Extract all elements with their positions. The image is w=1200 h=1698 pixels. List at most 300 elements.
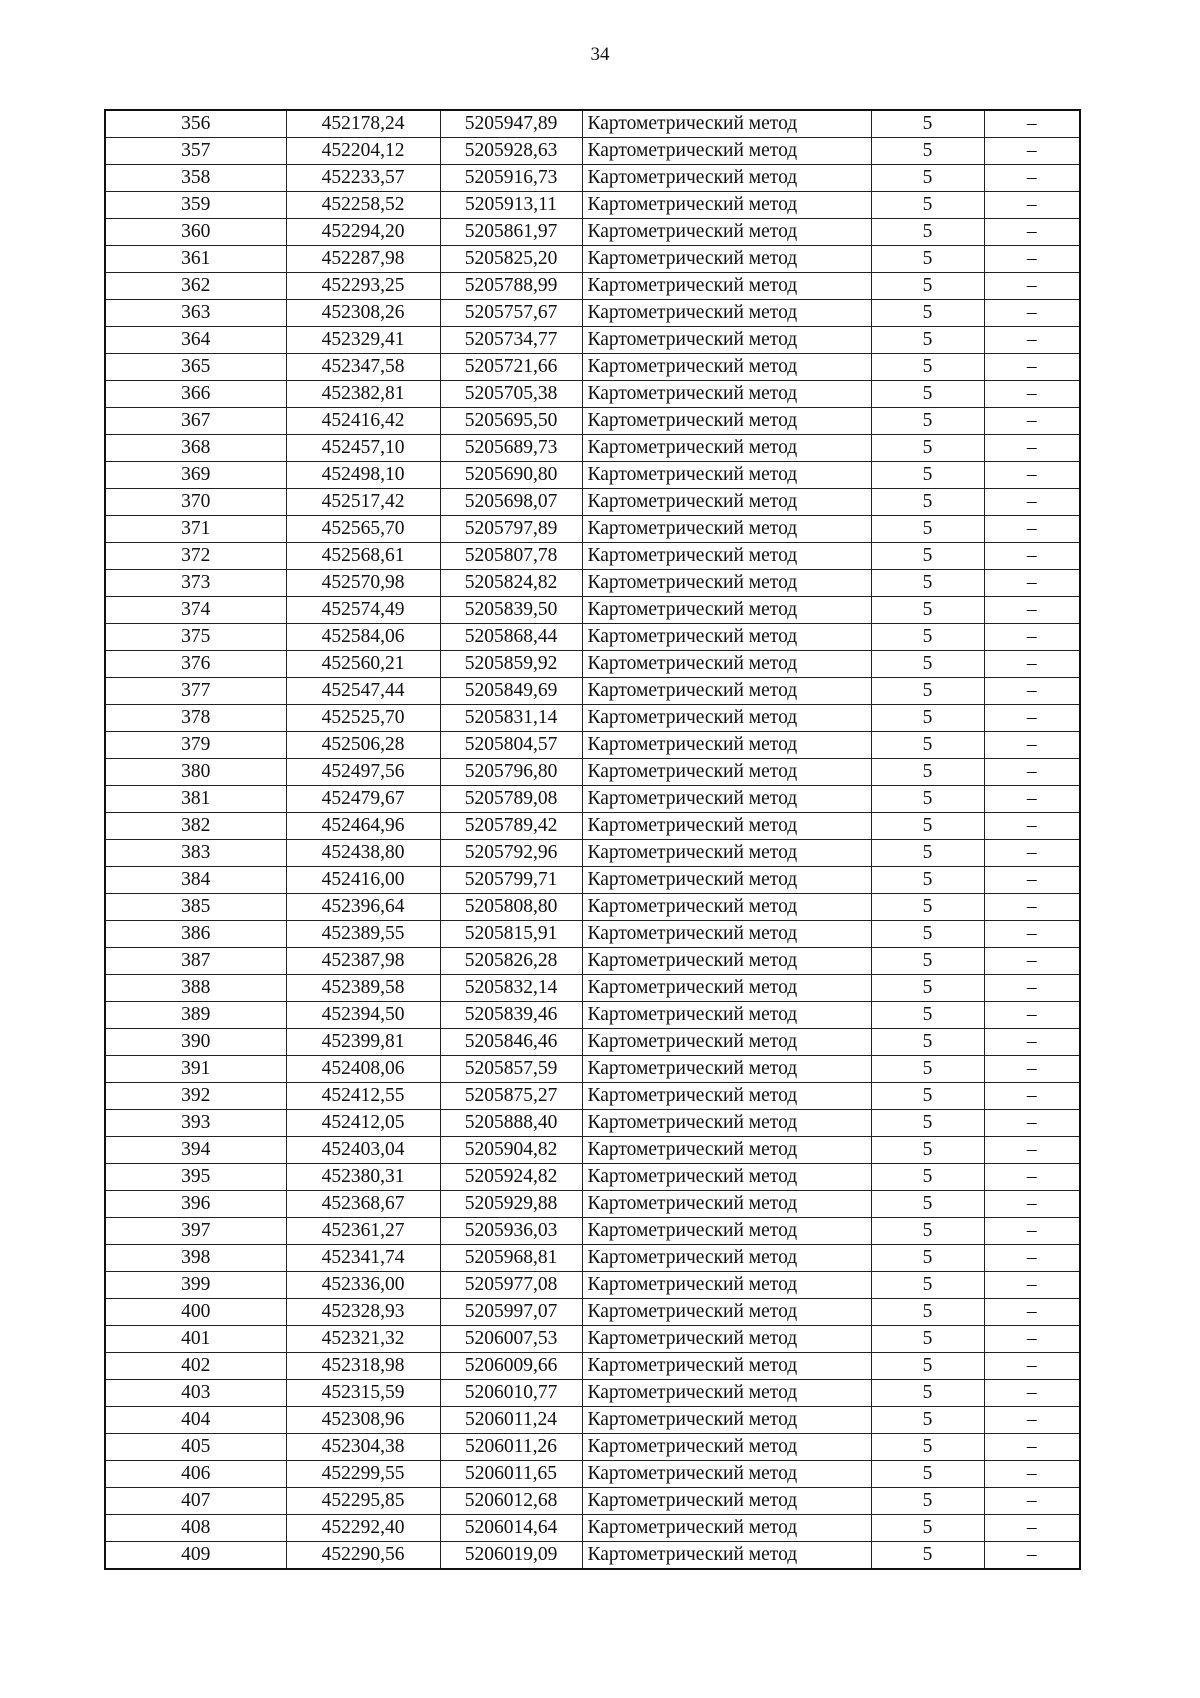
description-cell: – bbox=[984, 543, 1080, 570]
precision-cell: 5 bbox=[871, 1326, 984, 1353]
y-coordinate-cell: 5205796,80 bbox=[440, 759, 582, 786]
description-cell: – bbox=[984, 570, 1080, 597]
table-row bbox=[105, 273, 1080, 300]
point-number-cell: 371 bbox=[105, 516, 286, 543]
method-cell: Картометрический метод bbox=[582, 1164, 871, 1191]
description-cell: – bbox=[984, 219, 1080, 246]
x-coordinate-cell: 452361,27 bbox=[286, 1218, 440, 1245]
description-cell: – bbox=[984, 894, 1080, 921]
description-cell: – bbox=[984, 678, 1080, 705]
y-coordinate-cell: 5206011,24 bbox=[440, 1407, 582, 1434]
precision-cell: 5 bbox=[871, 1218, 984, 1245]
y-coordinate-cell: 5205859,92 bbox=[440, 651, 582, 678]
description-cell: – bbox=[984, 651, 1080, 678]
y-coordinate-cell: 5205997,07 bbox=[440, 1299, 582, 1326]
x-coordinate-cell: 452525,70 bbox=[286, 705, 440, 732]
table-row bbox=[105, 1515, 1080, 1542]
description-cell: – bbox=[984, 1272, 1080, 1299]
y-coordinate-cell: 5205913,11 bbox=[440, 192, 582, 219]
description-cell: – bbox=[984, 1218, 1080, 1245]
description-cell: – bbox=[984, 516, 1080, 543]
table-row bbox=[105, 192, 1080, 219]
point-number-cell: 359 bbox=[105, 192, 286, 219]
method-cell: Картометрический метод bbox=[582, 1218, 871, 1245]
y-coordinate-cell: 5205888,40 bbox=[440, 1110, 582, 1137]
precision-cell: 5 bbox=[871, 246, 984, 273]
y-coordinate-cell: 5206011,65 bbox=[440, 1461, 582, 1488]
y-coordinate-cell: 5205832,14 bbox=[440, 975, 582, 1002]
method-cell: Картометрический метод bbox=[582, 1110, 871, 1137]
method-cell: Картометрический метод bbox=[582, 354, 871, 381]
method-cell: Картометрический метод bbox=[582, 219, 871, 246]
y-coordinate-cell: 5205947,89 bbox=[440, 110, 582, 138]
description-cell: – bbox=[984, 840, 1080, 867]
x-coordinate-cell: 452416,00 bbox=[286, 867, 440, 894]
precision-cell: 5 bbox=[871, 570, 984, 597]
precision-cell: 5 bbox=[871, 1434, 984, 1461]
point-number-cell: 392 bbox=[105, 1083, 286, 1110]
y-coordinate-cell: 5205797,89 bbox=[440, 516, 582, 543]
x-coordinate-cell: 452318,98 bbox=[286, 1353, 440, 1380]
table-row bbox=[105, 1461, 1080, 1488]
x-coordinate-cell: 452389,58 bbox=[286, 975, 440, 1002]
precision-cell: 5 bbox=[871, 1056, 984, 1083]
description-cell: – bbox=[984, 1245, 1080, 1272]
x-coordinate-cell: 452308,26 bbox=[286, 300, 440, 327]
description-cell: – bbox=[984, 138, 1080, 165]
precision-cell: 5 bbox=[871, 1515, 984, 1542]
precision-cell: 5 bbox=[871, 840, 984, 867]
point-number-cell: 373 bbox=[105, 570, 286, 597]
y-coordinate-cell: 5205846,46 bbox=[440, 1029, 582, 1056]
point-number-cell: 389 bbox=[105, 1002, 286, 1029]
table-row bbox=[105, 732, 1080, 759]
table-row bbox=[105, 813, 1080, 840]
table-row bbox=[105, 1353, 1080, 1380]
description-cell: – bbox=[984, 1542, 1080, 1570]
y-coordinate-cell: 5205936,03 bbox=[440, 1218, 582, 1245]
precision-cell: 5 bbox=[871, 786, 984, 813]
method-cell: Картометрический метод bbox=[582, 1488, 871, 1515]
point-number-cell: 407 bbox=[105, 1488, 286, 1515]
description-cell: – bbox=[984, 462, 1080, 489]
table-row bbox=[105, 705, 1080, 732]
table-row bbox=[105, 840, 1080, 867]
y-coordinate-cell: 5205916,73 bbox=[440, 165, 582, 192]
y-coordinate-cell: 5205904,82 bbox=[440, 1137, 582, 1164]
x-coordinate-cell: 452568,61 bbox=[286, 543, 440, 570]
method-cell: Картометрический метод bbox=[582, 705, 871, 732]
precision-cell: 5 bbox=[871, 948, 984, 975]
y-coordinate-cell: 5205789,42 bbox=[440, 813, 582, 840]
method-cell: Картометрический метод bbox=[582, 759, 871, 786]
method-cell: Картометрический метод bbox=[582, 246, 871, 273]
table-row bbox=[105, 1029, 1080, 1056]
method-cell: Картометрический метод bbox=[582, 1056, 871, 1083]
y-coordinate-cell: 5205924,82 bbox=[440, 1164, 582, 1191]
table-row bbox=[105, 921, 1080, 948]
x-coordinate-cell: 452497,56 bbox=[286, 759, 440, 786]
point-number-cell: 402 bbox=[105, 1353, 286, 1380]
y-coordinate-cell: 5205799,71 bbox=[440, 867, 582, 894]
table-row bbox=[105, 1488, 1080, 1515]
precision-cell: 5 bbox=[871, 110, 984, 138]
table-row bbox=[105, 246, 1080, 273]
description-cell: – bbox=[984, 597, 1080, 624]
method-cell: Картометрический метод bbox=[582, 1515, 871, 1542]
point-number-cell: 367 bbox=[105, 408, 286, 435]
point-number-cell: 358 bbox=[105, 165, 286, 192]
table-row bbox=[105, 948, 1080, 975]
description-cell: – bbox=[984, 624, 1080, 651]
precision-cell: 5 bbox=[871, 408, 984, 435]
precision-cell: 5 bbox=[871, 1110, 984, 1137]
precision-cell: 5 bbox=[871, 1299, 984, 1326]
x-coordinate-cell: 452287,98 bbox=[286, 246, 440, 273]
method-cell: Картометрический метод bbox=[582, 1002, 871, 1029]
description-cell: – bbox=[984, 1164, 1080, 1191]
x-coordinate-cell: 452498,10 bbox=[286, 462, 440, 489]
x-coordinate-cell: 452394,50 bbox=[286, 1002, 440, 1029]
y-coordinate-cell: 5205928,63 bbox=[440, 138, 582, 165]
method-cell: Картометрический метод bbox=[582, 921, 871, 948]
y-coordinate-cell: 5205757,67 bbox=[440, 300, 582, 327]
x-coordinate-cell: 452293,25 bbox=[286, 273, 440, 300]
precision-cell: 5 bbox=[871, 624, 984, 651]
point-number-cell: 382 bbox=[105, 813, 286, 840]
table-row bbox=[105, 786, 1080, 813]
table-row bbox=[105, 1245, 1080, 1272]
table-row bbox=[105, 300, 1080, 327]
point-number-cell: 375 bbox=[105, 624, 286, 651]
precision-cell: 5 bbox=[871, 1542, 984, 1570]
method-cell: Картометрический метод bbox=[582, 110, 871, 138]
x-coordinate-cell: 452290,56 bbox=[286, 1542, 440, 1570]
point-number-cell: 380 bbox=[105, 759, 286, 786]
description-cell: – bbox=[984, 1380, 1080, 1407]
point-number-cell: 363 bbox=[105, 300, 286, 327]
point-number-cell: 406 bbox=[105, 1461, 286, 1488]
table-row bbox=[105, 1191, 1080, 1218]
x-coordinate-cell: 452412,55 bbox=[286, 1083, 440, 1110]
method-cell: Картометрический метод bbox=[582, 894, 871, 921]
precision-cell: 5 bbox=[871, 975, 984, 1002]
y-coordinate-cell: 5206012,68 bbox=[440, 1488, 582, 1515]
point-number-cell: 385 bbox=[105, 894, 286, 921]
x-coordinate-cell: 452389,55 bbox=[286, 921, 440, 948]
description-cell: – bbox=[984, 1083, 1080, 1110]
table-row bbox=[105, 894, 1080, 921]
x-coordinate-cell: 452295,85 bbox=[286, 1488, 440, 1515]
method-cell: Картометрический метод bbox=[582, 975, 871, 1002]
point-number-cell: 395 bbox=[105, 1164, 286, 1191]
table-row bbox=[105, 1218, 1080, 1245]
y-coordinate-cell: 5205690,80 bbox=[440, 462, 582, 489]
precision-cell: 5 bbox=[871, 165, 984, 192]
method-cell: Картометрический метод bbox=[582, 138, 871, 165]
x-coordinate-cell: 452574,49 bbox=[286, 597, 440, 624]
point-number-cell: 400 bbox=[105, 1299, 286, 1326]
point-number-cell: 362 bbox=[105, 273, 286, 300]
x-coordinate-cell: 452517,42 bbox=[286, 489, 440, 516]
method-cell: Картометрический метод bbox=[582, 678, 871, 705]
method-cell: Картометрический метод bbox=[582, 1380, 871, 1407]
point-number-cell: 379 bbox=[105, 732, 286, 759]
precision-cell: 5 bbox=[871, 1488, 984, 1515]
point-number-cell: 387 bbox=[105, 948, 286, 975]
description-cell: – bbox=[984, 1515, 1080, 1542]
x-coordinate-cell: 452292,40 bbox=[286, 1515, 440, 1542]
precision-cell: 5 bbox=[871, 381, 984, 408]
description-cell: – bbox=[984, 786, 1080, 813]
precision-cell: 5 bbox=[871, 813, 984, 840]
precision-cell: 5 bbox=[871, 1083, 984, 1110]
method-cell: Картометрический метод bbox=[582, 1272, 871, 1299]
method-cell: Картометрический метод bbox=[582, 165, 871, 192]
x-coordinate-cell: 452329,41 bbox=[286, 327, 440, 354]
precision-cell: 5 bbox=[871, 1380, 984, 1407]
y-coordinate-cell: 5205849,69 bbox=[440, 678, 582, 705]
table-row bbox=[105, 867, 1080, 894]
description-cell: – bbox=[984, 1407, 1080, 1434]
x-coordinate-cell: 452204,12 bbox=[286, 138, 440, 165]
table-row bbox=[105, 1083, 1080, 1110]
point-number-cell: 390 bbox=[105, 1029, 286, 1056]
description-cell: – bbox=[984, 1056, 1080, 1083]
point-number-cell: 404 bbox=[105, 1407, 286, 1434]
y-coordinate-cell: 5205825,20 bbox=[440, 246, 582, 273]
table-row bbox=[105, 678, 1080, 705]
method-cell: Картометрический метод bbox=[582, 300, 871, 327]
x-coordinate-cell: 452408,06 bbox=[286, 1056, 440, 1083]
description-cell: – bbox=[984, 759, 1080, 786]
method-cell: Картометрический метод bbox=[582, 381, 871, 408]
x-coordinate-cell: 452570,98 bbox=[286, 570, 440, 597]
table-row bbox=[105, 381, 1080, 408]
precision-cell: 5 bbox=[871, 1002, 984, 1029]
table-row bbox=[105, 1137, 1080, 1164]
precision-cell: 5 bbox=[871, 354, 984, 381]
point-number-cell: 377 bbox=[105, 678, 286, 705]
x-coordinate-cell: 452380,31 bbox=[286, 1164, 440, 1191]
method-cell: Картометрический метод bbox=[582, 813, 871, 840]
point-number-cell: 366 bbox=[105, 381, 286, 408]
precision-cell: 5 bbox=[871, 489, 984, 516]
method-cell: Картометрический метод bbox=[582, 1461, 871, 1488]
point-number-cell: 369 bbox=[105, 462, 286, 489]
point-number-cell: 398 bbox=[105, 1245, 286, 1272]
point-number-cell: 397 bbox=[105, 1218, 286, 1245]
point-number-cell: 356 bbox=[105, 110, 286, 138]
description-cell: – bbox=[984, 948, 1080, 975]
x-coordinate-cell: 452304,38 bbox=[286, 1434, 440, 1461]
x-coordinate-cell: 452457,10 bbox=[286, 435, 440, 462]
method-cell: Картометрический метод bbox=[582, 1245, 871, 1272]
method-cell: Картометрический метод bbox=[582, 786, 871, 813]
table-row bbox=[105, 327, 1080, 354]
point-number-cell: 381 bbox=[105, 786, 286, 813]
y-coordinate-cell: 5206009,66 bbox=[440, 1353, 582, 1380]
x-coordinate-cell: 452403,04 bbox=[286, 1137, 440, 1164]
description-cell: – bbox=[984, 1137, 1080, 1164]
precision-cell: 5 bbox=[871, 300, 984, 327]
method-cell: Картометрический метод bbox=[582, 1137, 871, 1164]
point-number-cell: 357 bbox=[105, 138, 286, 165]
y-coordinate-cell: 5205705,38 bbox=[440, 381, 582, 408]
precision-cell: 5 bbox=[871, 867, 984, 894]
precision-cell: 5 bbox=[871, 462, 984, 489]
description-cell: – bbox=[984, 327, 1080, 354]
x-coordinate-cell: 452412,05 bbox=[286, 1110, 440, 1137]
y-coordinate-cell: 5205875,27 bbox=[440, 1083, 582, 1110]
method-cell: Картометрический метод bbox=[582, 1407, 871, 1434]
x-coordinate-cell: 452299,55 bbox=[286, 1461, 440, 1488]
point-number-cell: 376 bbox=[105, 651, 286, 678]
table-row bbox=[105, 1380, 1080, 1407]
y-coordinate-cell: 5206011,26 bbox=[440, 1434, 582, 1461]
table-row bbox=[105, 1164, 1080, 1191]
description-cell: – bbox=[984, 408, 1080, 435]
point-number-cell: 361 bbox=[105, 246, 286, 273]
x-coordinate-cell: 452584,06 bbox=[286, 624, 440, 651]
table-row bbox=[105, 489, 1080, 516]
page-number: 34 bbox=[590, 44, 610, 65]
method-cell: Картометрический метод bbox=[582, 867, 871, 894]
point-number-cell: 394 bbox=[105, 1137, 286, 1164]
method-cell: Картометрический метод bbox=[582, 840, 871, 867]
y-coordinate-cell: 5205808,80 bbox=[440, 894, 582, 921]
x-coordinate-cell: 452336,00 bbox=[286, 1272, 440, 1299]
precision-cell: 5 bbox=[871, 678, 984, 705]
method-cell: Картометрический метод bbox=[582, 408, 871, 435]
y-coordinate-cell: 5205734,77 bbox=[440, 327, 582, 354]
table-row bbox=[105, 1002, 1080, 1029]
table-row bbox=[105, 975, 1080, 1002]
table-row bbox=[105, 165, 1080, 192]
y-coordinate-cell: 5205789,08 bbox=[440, 786, 582, 813]
table-row bbox=[105, 219, 1080, 246]
method-cell: Картометрический метод bbox=[582, 516, 871, 543]
x-coordinate-cell: 452396,64 bbox=[286, 894, 440, 921]
description-cell: – bbox=[984, 246, 1080, 273]
precision-cell: 5 bbox=[871, 597, 984, 624]
y-coordinate-cell: 5205824,82 bbox=[440, 570, 582, 597]
table-row bbox=[105, 543, 1080, 570]
point-number-cell: 388 bbox=[105, 975, 286, 1002]
precision-cell: 5 bbox=[871, 921, 984, 948]
method-cell: Картометрический метод bbox=[582, 1434, 871, 1461]
description-cell: – bbox=[984, 192, 1080, 219]
description-cell: – bbox=[984, 1299, 1080, 1326]
point-number-cell: 364 bbox=[105, 327, 286, 354]
description-cell: – bbox=[984, 1191, 1080, 1218]
point-number-cell: 401 bbox=[105, 1326, 286, 1353]
y-coordinate-cell: 5206007,53 bbox=[440, 1326, 582, 1353]
point-number-cell: 393 bbox=[105, 1110, 286, 1137]
table-row bbox=[105, 462, 1080, 489]
method-cell: Картометрический метод bbox=[582, 273, 871, 300]
precision-cell: 5 bbox=[871, 1353, 984, 1380]
description-cell: – bbox=[984, 354, 1080, 381]
x-coordinate-cell: 452416,42 bbox=[286, 408, 440, 435]
method-cell: Картометрический метод bbox=[582, 543, 871, 570]
point-number-cell: 384 bbox=[105, 867, 286, 894]
x-coordinate-cell: 452328,93 bbox=[286, 1299, 440, 1326]
point-number-cell: 399 bbox=[105, 1272, 286, 1299]
x-coordinate-cell: 452399,81 bbox=[286, 1029, 440, 1056]
method-cell: Картометрический метод bbox=[582, 1083, 871, 1110]
precision-cell: 5 bbox=[871, 192, 984, 219]
method-cell: Картометрический метод bbox=[582, 1353, 871, 1380]
precision-cell: 5 bbox=[871, 1164, 984, 1191]
table-row bbox=[105, 1407, 1080, 1434]
point-number-cell: 372 bbox=[105, 543, 286, 570]
y-coordinate-cell: 5205831,14 bbox=[440, 705, 582, 732]
method-cell: Картометрический метод bbox=[582, 192, 871, 219]
table-row bbox=[105, 1299, 1080, 1326]
x-coordinate-cell: 452547,44 bbox=[286, 678, 440, 705]
x-coordinate-cell: 452438,80 bbox=[286, 840, 440, 867]
x-coordinate-cell: 452387,98 bbox=[286, 948, 440, 975]
coordinates-table bbox=[104, 109, 1081, 1570]
precision-cell: 5 bbox=[871, 1137, 984, 1164]
x-coordinate-cell: 452368,67 bbox=[286, 1191, 440, 1218]
method-cell: Картометрический метод bbox=[582, 1542, 871, 1570]
precision-cell: 5 bbox=[871, 759, 984, 786]
point-number-cell: 409 bbox=[105, 1542, 286, 1570]
method-cell: Картометрический метод bbox=[582, 624, 871, 651]
point-number-cell: 370 bbox=[105, 489, 286, 516]
table-row bbox=[105, 138, 1080, 165]
table-row bbox=[105, 354, 1080, 381]
y-coordinate-cell: 5205861,97 bbox=[440, 219, 582, 246]
method-cell: Картометрический метод bbox=[582, 570, 871, 597]
point-number-cell: 365 bbox=[105, 354, 286, 381]
precision-cell: 5 bbox=[871, 1461, 984, 1488]
x-coordinate-cell: 452178,24 bbox=[286, 110, 440, 138]
precision-cell: 5 bbox=[871, 1029, 984, 1056]
x-coordinate-cell: 452233,57 bbox=[286, 165, 440, 192]
table-row bbox=[105, 1326, 1080, 1353]
method-cell: Картометрический метод bbox=[582, 948, 871, 975]
table-row bbox=[105, 516, 1080, 543]
x-coordinate-cell: 452347,58 bbox=[286, 354, 440, 381]
x-coordinate-cell: 452464,96 bbox=[286, 813, 440, 840]
x-coordinate-cell: 452315,59 bbox=[286, 1380, 440, 1407]
description-cell: – bbox=[984, 110, 1080, 138]
point-number-cell: 403 bbox=[105, 1380, 286, 1407]
table-row bbox=[105, 1272, 1080, 1299]
y-coordinate-cell: 5205839,46 bbox=[440, 1002, 582, 1029]
point-number-cell: 383 bbox=[105, 840, 286, 867]
table-row bbox=[105, 1110, 1080, 1137]
precision-cell: 5 bbox=[871, 894, 984, 921]
method-cell: Картометрический метод bbox=[582, 597, 871, 624]
point-number-cell: 378 bbox=[105, 705, 286, 732]
y-coordinate-cell: 5205689,73 bbox=[440, 435, 582, 462]
point-number-cell: 391 bbox=[105, 1056, 286, 1083]
y-coordinate-cell: 5205804,57 bbox=[440, 732, 582, 759]
table-row bbox=[105, 110, 1080, 138]
description-cell: – bbox=[984, 300, 1080, 327]
point-number-cell: 405 bbox=[105, 1434, 286, 1461]
x-coordinate-cell: 452321,32 bbox=[286, 1326, 440, 1353]
method-cell: Картометрический метод bbox=[582, 651, 871, 678]
x-coordinate-cell: 452341,74 bbox=[286, 1245, 440, 1272]
description-cell: – bbox=[984, 435, 1080, 462]
y-coordinate-cell: 5205792,96 bbox=[440, 840, 582, 867]
description-cell: – bbox=[984, 1002, 1080, 1029]
